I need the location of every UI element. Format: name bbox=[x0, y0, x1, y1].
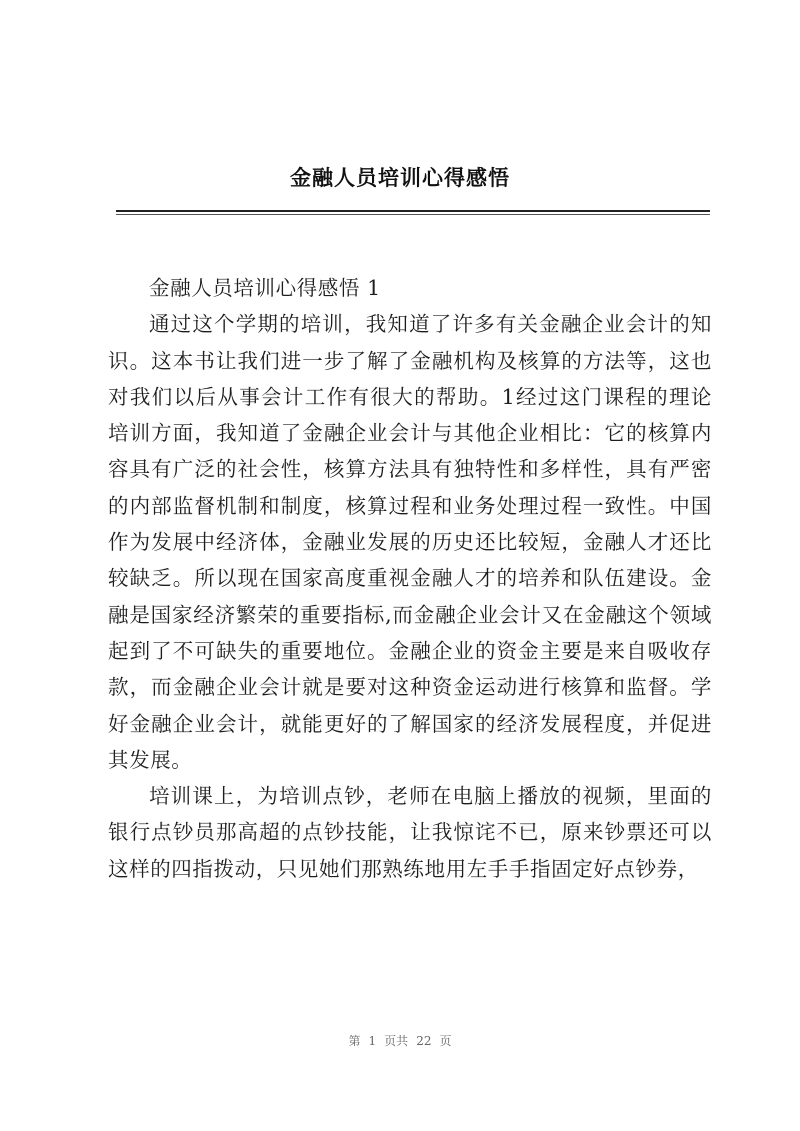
footer-middle: 页共 bbox=[384, 1034, 409, 1048]
footer-current-page: 1 bbox=[368, 1034, 377, 1048]
section-heading: 金融人员培训心得感悟 1 bbox=[149, 276, 381, 300]
footer-prefix: 第 bbox=[348, 1034, 361, 1048]
footer-total-pages: 22 bbox=[416, 1034, 432, 1048]
paragraph-1: 通过这个学期的培训，我知道了许多有关金融企业会计的知识。这本书让我们进一步了解了金融机构及核算的方法等，这也对我们以后从事会计工作有很大的帮助。1经过这门课程的理论培训方面，我知道了金融企业会计与其他企业相比：它的核算内容具有广泛的社会性，核算方法具有独特性和多样性，具有严密的内部监督机制和制度，核算过程和业务处理过程一致性。中国作为发展中经济体，金融业发展的历史还比较短，金融人才还比较缺乏。所以现在国家高度重视金融人才的培养和队伍建设。金融是国家经济繁荣的重要指标,而金融企业会计又在金融这个领域起到了不可缺失的重要地位。金融企业的资金主要是来自吸收存款，而金融企业会计就是要对这种资金运动进行核算和监督。学好金融企业会计，就能更好的了解国家的经济发展程度，并促进其发展。 bbox=[108, 312, 712, 772]
page-footer bbox=[0, 1032, 800, 1049]
footer-suffix: 页 bbox=[439, 1034, 452, 1048]
document-body bbox=[108, 270, 712, 887]
title-divider bbox=[116, 210, 710, 212]
paragraph-2: 培训课上，为培训点钞，老师在电脑上播放的视频，里面的银行点钞员那高超的点钞技能，让我惊诧不已，原来钞票还可以这样的四指拨动，只见她们那熟练地用左手手指固定好点钞券， bbox=[108, 784, 712, 881]
title-divider-thin bbox=[116, 214, 710, 215]
page-title: 金融人员培训心得感悟 bbox=[290, 166, 510, 190]
